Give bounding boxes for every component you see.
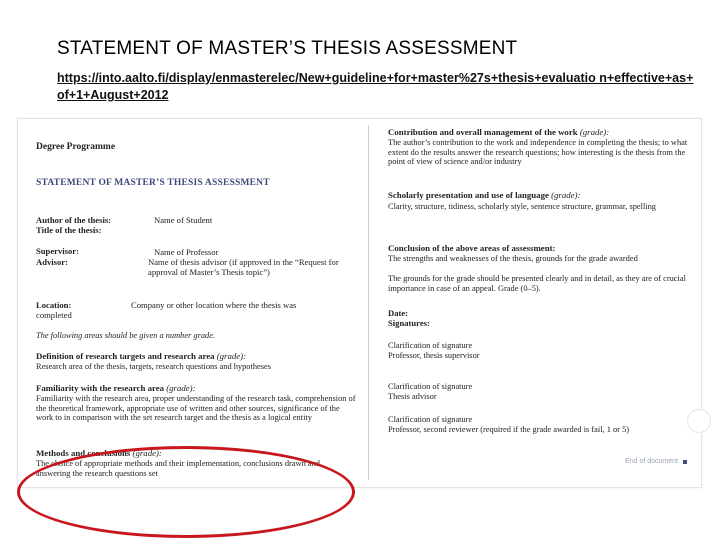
author-value: Name of Student [154,215,213,225]
supervisor-value: Name of Professor [154,247,219,257]
guideline-link[interactable]: https://into.aalto.fi/display/enmasterelec/New+guideline+for+master%27s+thesis+evaluatio n+effective+as+of+1+August+2012 [57,71,694,102]
section-methods-heading: Methods and conclusions [36,448,131,458]
section-familiarity [36,384,366,394]
signature-1-clarification: Clarification of signature [388,341,473,350]
signature-2-clarification: Clarification of signature [388,382,473,391]
supervisor-label: Supervisor: [36,246,79,256]
section-conclusion-body-2: The grounds for the grade should be presented clearly and in detail, as they are of crucial importance in case of an appeal. Grade (0–5). [388,274,686,293]
doc-title: STATEMENT OF MASTER’S THESIS ASSESSMENT [36,178,270,188]
section-contribution-heading: Contribution and overall management of the work [388,127,578,137]
square-icon [683,460,687,464]
location-label: Location: [36,300,72,310]
signature-1-role: Professor, thesis supervisor [388,351,480,360]
signature-3-role: Professor, second reviewer (required if the grade awarded is fail, 1 or 5) [388,425,630,434]
slide-title: STATEMENT OF MASTER’S THESIS ASSESSMENT [57,38,518,59]
title-label: Title of the thesis: [36,225,102,235]
author-label: Author of the thesis: [36,215,112,225]
scroll-handle[interactable] [687,409,711,433]
section-definition-heading: Definition of research targets and research area [36,351,215,361]
section-methods [36,449,366,459]
section-presentation [388,191,700,201]
section-definition-body: Research area of the thesis, targets, research questions and hypotheses [36,362,271,371]
advisor-label: Advisor: [36,257,68,267]
section-conclusion-body-1: The strengths and weaknesses of the thesis, grounds for the grade awarded [388,254,638,263]
section-methods-body: The choice of appropriate methods and their implementation, conclusions drawn and answering the research questions set [36,459,320,478]
section-presentation-heading: Scholarly presentation and use of language [388,190,549,200]
end-of-document-marker [625,457,687,467]
completed-text: completed [36,310,72,320]
column-divider [368,125,369,480]
section-presentation-body: Clarity, structure, tidiness, scholarly style, sentence structure, grammar, spelling [388,202,656,211]
section-presentation-grade: (grade): [551,190,581,200]
location-value: Company or other location where the thesis was [131,300,297,310]
degree-programme: Degree Programme [36,142,116,152]
advisor-value: Name of thesis advisor (if approved in the “Request for approval of Master’s Thesis topic”) [148,257,339,277]
section-familiarity-body: Familiarity with the research area, proper understanding of the research task, comprehension of the theoretical framework, appropriate use of written and other sources, significance of the work to in comparison with the set research target and the thesis as a logical entity [36,394,356,423]
section-contribution [388,128,700,138]
section-definition-grade: (grade): [216,351,247,361]
section-conclusion-heading: Conclusion of the above areas of assessment: [388,243,556,253]
signatures-label: Signatures: [388,318,430,328]
signature-3-clarification: Clarification of signature [388,415,473,424]
section-familiarity-grade: (grade): [166,383,196,393]
section-familiarity-heading: Familiarity with the research area [36,383,165,393]
document-image [17,118,702,488]
section-definition [36,352,366,362]
end-of-document-text: End of document [625,458,678,466]
section-contribution-body: The author’s contribution to the work and independence in completing the thesis; to what extent do the results answer the research questions; how interesting is the thesis from the point of view of science and/or industry [388,138,688,167]
date-label: Date: [388,308,409,318]
section-methods-grade: (grade): [132,448,162,458]
section-contribution-grade: (grade): [579,127,610,137]
signature-2-role: Thesis advisor [388,392,437,401]
grade-note: The following areas should be given a number grade. [36,331,216,340]
